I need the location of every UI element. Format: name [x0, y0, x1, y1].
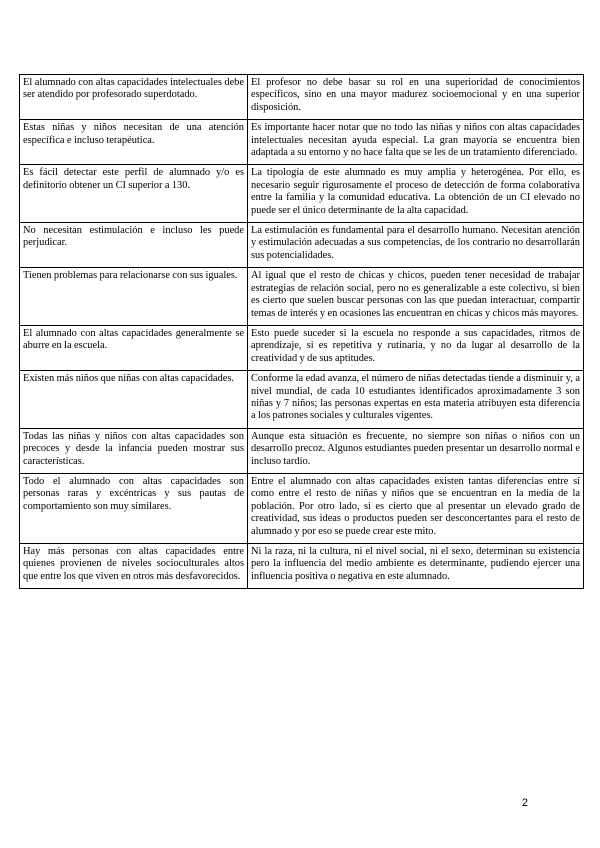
reality-cell: Esto puede suceder si la escuela no responde a sus capacidades, ritmos de aprendizaje, si es repetitiva y rutinaria, y no da lugar al desarrollo de la creatividad y de sus aptitudes. — [248, 325, 584, 370]
reality-cell: La tipología de este alumnado es muy amplia y heterogénea. Por ello, es necesario seguir rigurosamente el proceso de detección de forma colaborativa entre la familia y la comunidad educativa. La obtención de un CI elevado no puede ser el único determinante de la alta capacidad. — [248, 165, 584, 223]
myth-cell: No necesitan estimulación e incluso les puede perjudicar. — [20, 223, 248, 268]
reality-cell: El profesor no debe basar su rol en una superioridad de conocimientos específicos, sino en una mayor madurez socioemocional y en una superior disposición. — [248, 75, 584, 120]
myth-cell: Tienen problemas para relacionarse con sus iguales. — [20, 268, 248, 326]
table-row — [20, 268, 584, 326]
myth-cell: Todas las niñas y niños con altas capacidades son precoces y desde la infancia pueden mostrar sus características. — [20, 428, 248, 473]
myth-cell: Estas niñas y niños necesitan de una atención específica e incluso terapéutica. — [20, 120, 248, 165]
reality-cell: Conforme la edad avanza, el número de niñas detectadas tiende a disminuir y, a nivel mundial, de cada 10 estudiantes identificados aproximadamente 3 son niñas y 7 niños; las personas expertas en esta materia atribuyen esta diferencia a los patrones sociales y culturales vigentes. — [248, 371, 584, 429]
table-row — [20, 544, 584, 589]
myth-cell: Es fácil detectar este perfil de alumnado y/o es definitorio obtener un CI superior a 130. — [20, 165, 248, 223]
table-row — [20, 120, 584, 165]
reality-cell: Es importante hacer notar que no todo las niñas y niños con altas capacidades intelectuales necesitan ayuda especial. La gran mayoría se encuentra bien adaptada a su entorno y no hace falta que se les de un tratamiento diferenciado. — [248, 120, 584, 165]
reality-cell: Ni la raza, ni la cultura, ni el nivel social, ni el sexo, determinan su existencia pero la influencia del medio ambiente es determinante, pudiendo ejercer una influencia positiva o negativa en este alumnado. — [248, 544, 584, 589]
table-row — [20, 371, 584, 429]
page-number: 2 — [521, 797, 528, 809]
table-row — [20, 223, 584, 268]
reality-cell: La estimulación es fundamental para el desarrollo humano. Necesitan atención y estimulación adecuadas a sus competencias, de los contrario no desarrollarán sus potencialidades. — [248, 223, 584, 268]
table-row — [20, 473, 584, 543]
myth-cell: Hay más personas con altas capacidades entre quienes provienen de niveles socioculturales altos que entre los que viven en otros más desfavorecidos. — [20, 544, 248, 589]
reality-cell: Entre el alumnado con altas capacidades existen tantas diferencias entre sí como entre el resto de niñas y niños que se encuentran en la media de la población. Por otro lado, si es cierto que al presentar un elevado grado de creatividad, sus ideas o productos pueden ser desconcertantes para el resto de alumnado y por eso se puede crear este mito. — [248, 473, 584, 543]
myth-cell: Existen más niños que niñas con altas capacidades. — [20, 371, 248, 429]
myth-cell: El alumnado con altas capacidades intelectuales debe ser atendido por profesorado superdotado. — [20, 75, 248, 120]
reality-cell: Al igual que el resto de chicas y chicos, pueden tener necesidad de trabajar estrategias de relación social, pero no es generalizable a este colectivo, si bien es cierto que suelen buscar personas con las que puedan interactuar, compartir temas de interés y en ocasiones las encuentran en chicas y chicos más mayores. — [248, 268, 584, 326]
table-row — [20, 428, 584, 473]
table-row — [20, 325, 584, 370]
table-row — [20, 165, 584, 223]
myth-cell: Todo el alumnado con altas capacidades son personas raras y excéntricas y sus pautas de comportamiento son muy similares. — [20, 473, 248, 543]
reality-cell: Aunque esta situación es frecuente, no siempre son niñas o niños con un desarrollo precoz. Algunos estudiantes pueden presentar un desarrollo normal e incluso tardío. — [248, 428, 584, 473]
table-row — [20, 75, 584, 120]
myths-reality-table — [19, 74, 584, 589]
myth-cell: El alumnado con altas capacidades generalmente se aburre en la escuela. — [20, 325, 248, 370]
